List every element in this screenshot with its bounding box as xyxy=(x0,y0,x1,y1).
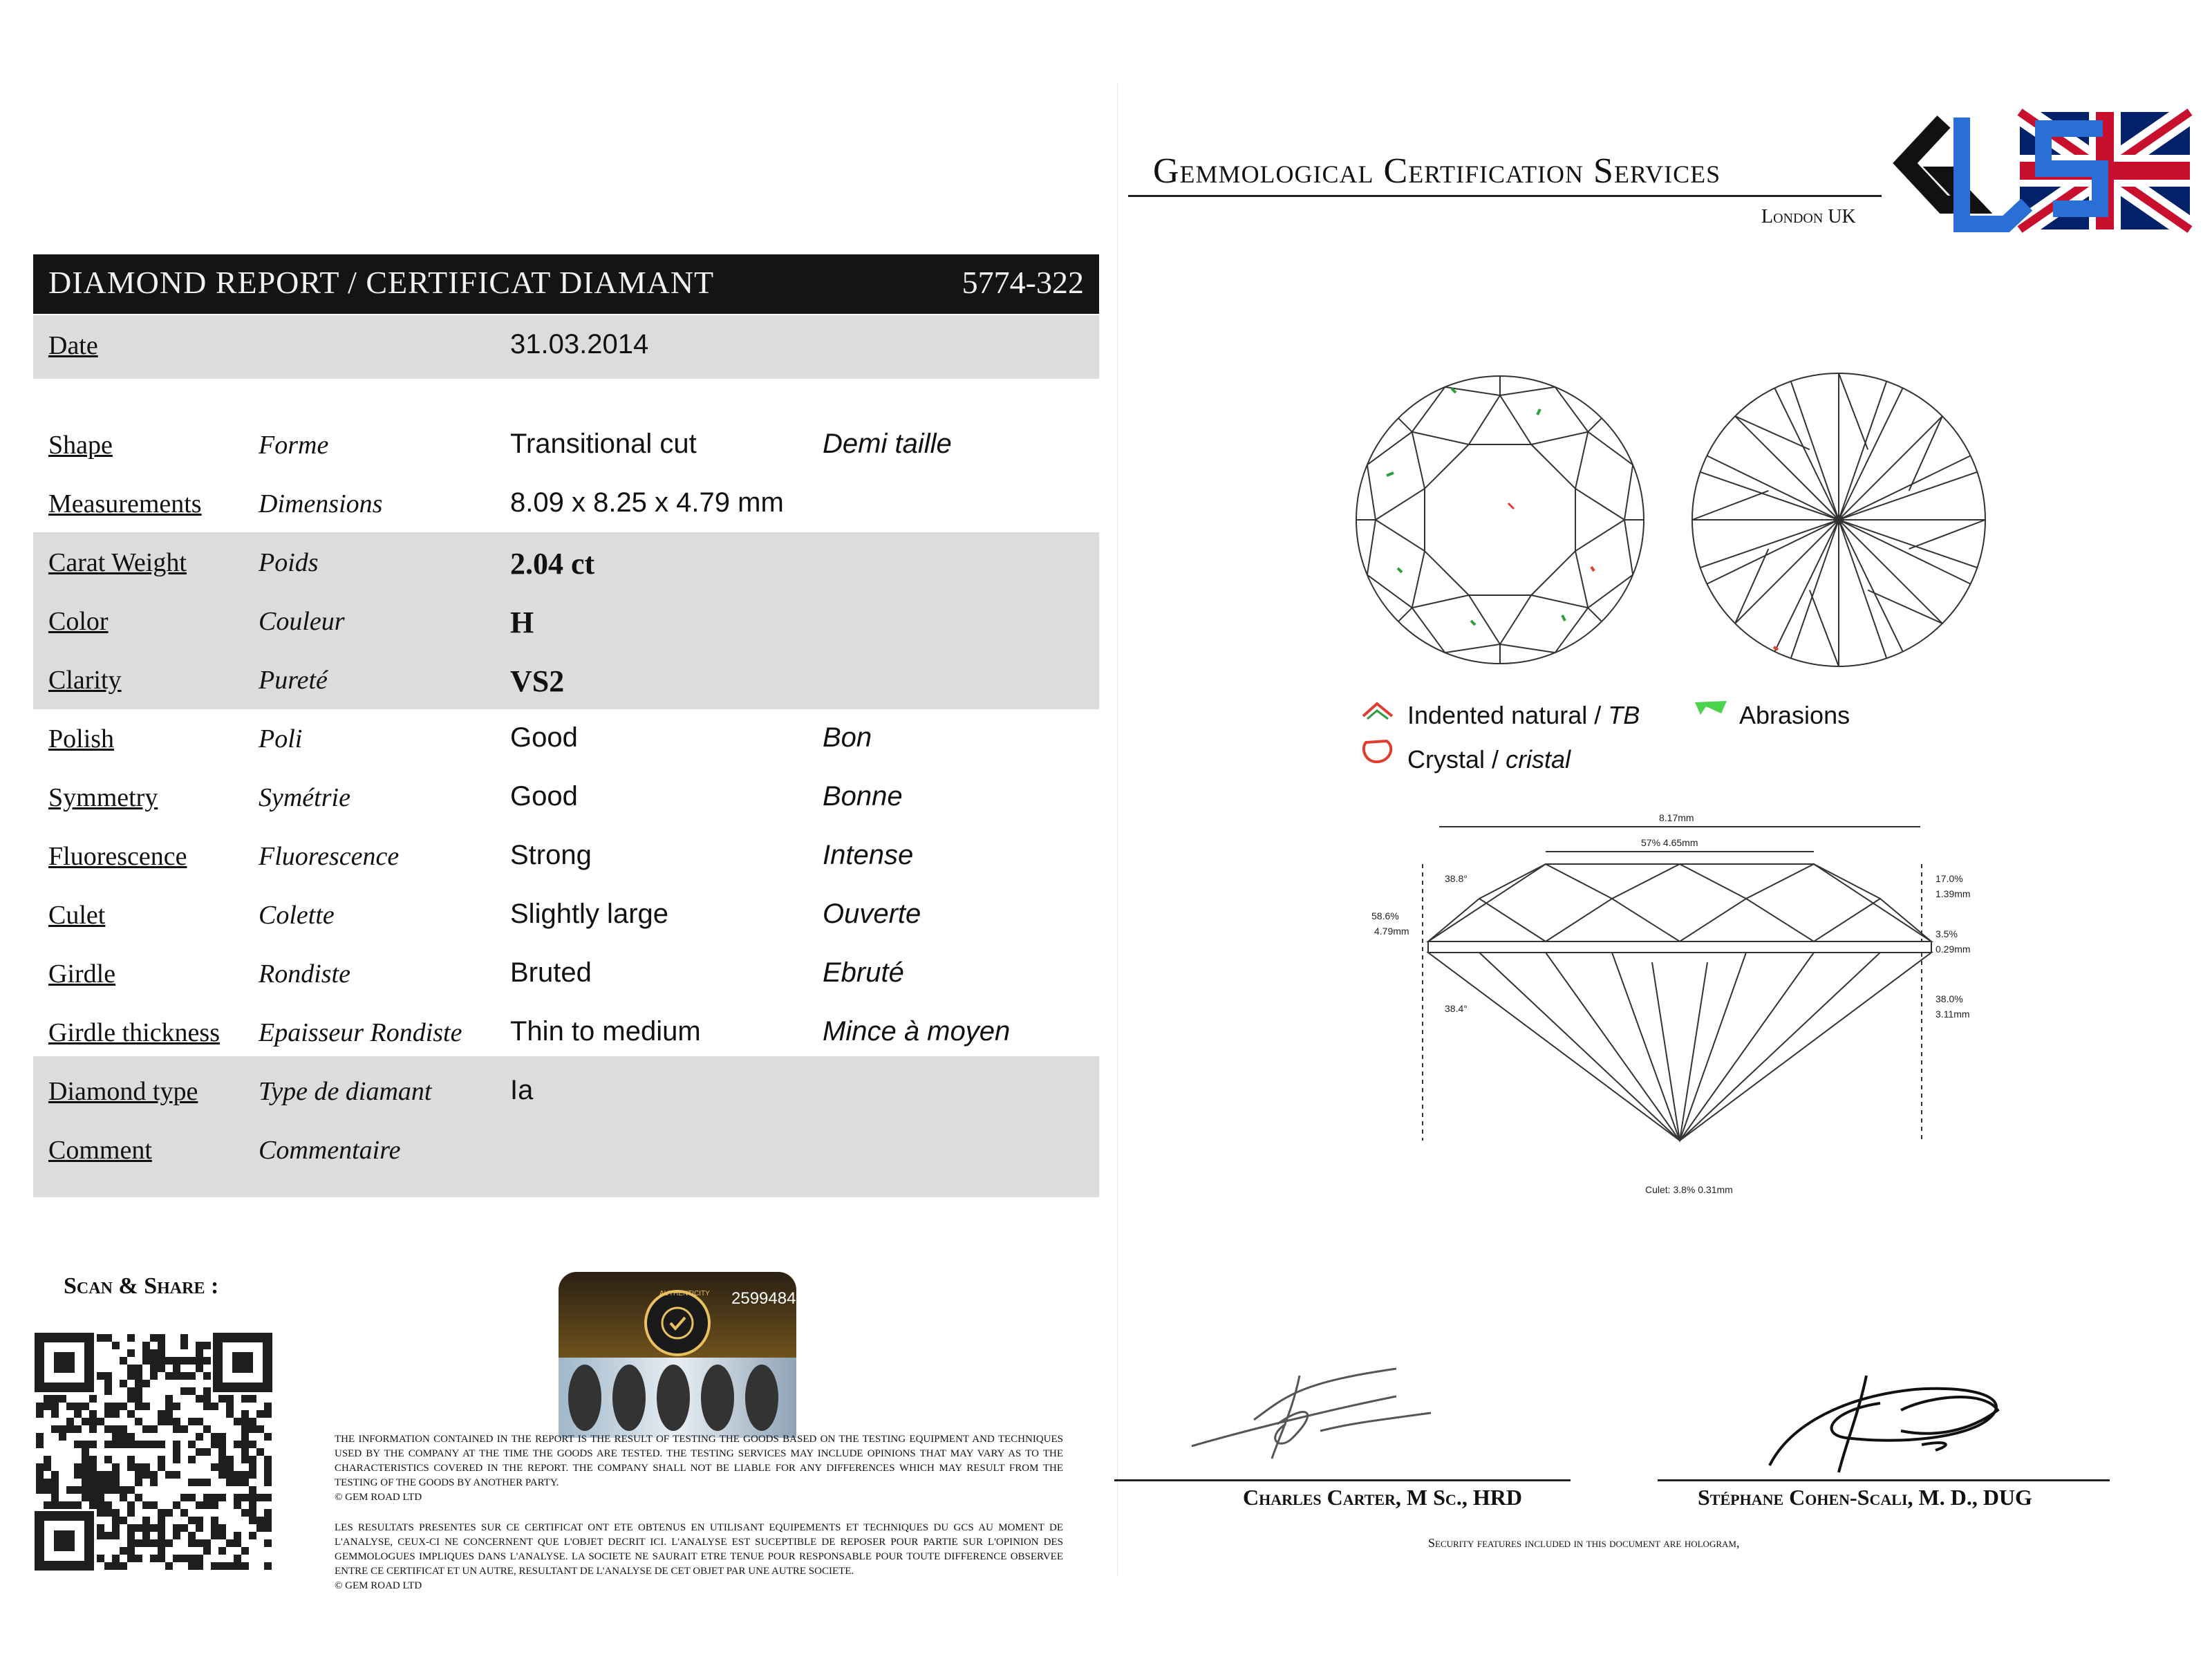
row-value: Strong xyxy=(510,840,592,870)
hologram-number: 25994849 xyxy=(731,1289,805,1308)
date-label: Date xyxy=(48,331,98,360)
report-row xyxy=(33,1123,1099,1181)
row-value: VS2 xyxy=(510,664,565,698)
legend-indented-natural xyxy=(1407,701,1640,730)
row-label-fr: Forme xyxy=(259,431,329,460)
disclaimer-en-text: THE INFORMATION CONTAINED IN THE REPORT IS THE RESULT OF TESTING THE GOODS BASED ON THE TESTING EQUIPMENT AND TECHNIQUES USED BY THE COMPANY AT THE TIME THE GOODS ARE TESTED. THE TESTING SERVICES MAY INCLUDE OPINIONS THAT MAY VARY AS TO THE CHARACTERISTICS COVERED IN THE REPORT. THE COMPANY SHALL NOT BE LIABLE FOR ANY DIFFERENCES WHICH MAY RESULT FROM THE TESTING OF THE GOODS BY ANOTHER PARTY. xyxy=(335,1434,1063,1488)
row-label-fr: Poli xyxy=(259,724,303,753)
row-value-fr: Mince à moyen xyxy=(823,1016,1011,1047)
legend-crystal xyxy=(1407,745,1571,774)
profile-girdle-pct: 3.5% xyxy=(1936,928,1958,939)
profile-diameter: 8.17mm xyxy=(1659,812,1694,823)
date-value: 31.03.2014 xyxy=(510,329,649,359)
report-row xyxy=(33,535,1099,593)
profile-total-depth-mm: 4.79mm xyxy=(1374,926,1409,937)
profile-diagram xyxy=(1355,802,1991,1217)
report-row xyxy=(33,711,1099,769)
row-label-en: Fluorescence xyxy=(48,842,187,871)
profile-pavilion-depth-pct: 38.0% xyxy=(1936,993,1963,1004)
date-row xyxy=(33,318,1099,376)
security-note: Security features included in this document are hologram, xyxy=(1428,1536,1740,1550)
legend-crystal-fr: cristal xyxy=(1506,745,1571,774)
profile-girdle-mm: 0.29mm xyxy=(1936,944,1971,955)
report-row xyxy=(33,829,1099,887)
row-label-en: Girdle thickness xyxy=(48,1018,221,1047)
report-header xyxy=(33,254,1099,314)
row-label-en: Shape xyxy=(48,431,113,460)
row-label-fr: Colette xyxy=(259,901,335,930)
row-label-fr: Symétrie xyxy=(259,783,350,812)
disclaimer-fr xyxy=(335,1521,1063,1593)
row-value: 8.09 x 8.25 x 4.79 mm xyxy=(510,487,784,518)
row-label-en: Diamond type xyxy=(48,1077,198,1106)
row-value: Ia xyxy=(510,1075,534,1105)
row-label-en: Clarity xyxy=(48,666,122,695)
profile-culet: Culet: 3.8% 0.31mm xyxy=(1645,1184,1733,1195)
row-label-en: Carat Weight xyxy=(48,548,187,577)
page-divider xyxy=(1117,83,1118,1576)
gcs-logo xyxy=(1895,108,2193,232)
row-value-fr: Bonne xyxy=(823,781,903,812)
row-label-en: Polish xyxy=(48,724,115,753)
crown-pavilion-plot xyxy=(1355,366,1991,677)
row-value: Thin to medium xyxy=(510,1016,701,1047)
row-label-fr: Couleur xyxy=(259,607,345,636)
row-value-fr: Intense xyxy=(823,840,914,870)
abrasions-icon xyxy=(1692,698,1731,723)
row-value: Slightly large xyxy=(510,899,669,929)
row-label-en: Color xyxy=(48,607,109,636)
row-label-fr: Fluorescence xyxy=(259,842,400,871)
qr-code[interactable] xyxy=(35,1333,272,1571)
row-label-fr: Epaisseur Rondiste xyxy=(259,1018,462,1047)
disclaimer-fr-text: LES RESULTATS PRESENTES SUR CE CERTIFICAT ONT ETE OBTENUS EN UTILISANT EQUIPEMENTS ET TECHNIQUES DU GCS AU MOMENT DE L'ANALYSE, CEUX-CI NE CONCERNENT QUE L'OBJET DECRIT ICI. L'ANALYSE EST SUCEPTIBLE DE REPOSER POUR PARTIE SUR L'OPINION DES GEMMOLOGUES IMPLIQUES DANS L'ANALYSE. LA SOCIETE NE SAURAIT ETRE TENUE POUR RESPONSABLE POUR TOUTE DIFFERENCE OBSERVEE ENTRE CE CERTIFICAT ET UN AUTRE, RESULTANT DE L'ANALYSE DE CET OBJET PAR UNE AUTRE SOCIETE. xyxy=(335,1522,1063,1577)
row-label-en: Culet xyxy=(48,901,106,930)
row-value: Good xyxy=(510,781,578,812)
row-label-fr: Commentaire xyxy=(259,1136,401,1165)
signature-left xyxy=(1189,1355,1465,1465)
row-value: 2.04 ct xyxy=(510,547,595,581)
row-value: Bruted xyxy=(510,957,592,988)
signatory-left-name: Charles Carter, M Sc., HRD xyxy=(1243,1485,1522,1510)
row-value: Good xyxy=(510,722,578,753)
signature-line-left xyxy=(1114,1479,1571,1481)
legend-separator: / xyxy=(1492,745,1499,774)
report-row xyxy=(33,653,1099,711)
crystal-icon xyxy=(1359,737,1398,767)
row-label-en: Comment xyxy=(48,1136,152,1165)
company-underline xyxy=(1128,195,1882,197)
row-label-fr: Dimensions xyxy=(259,489,383,518)
company-city: London UK xyxy=(1761,206,1856,227)
legend-indented-natural-text: Indented natural xyxy=(1407,701,1588,729)
hologram-ring-text: AUTHENTICITY xyxy=(659,1290,710,1297)
scan-share-label: Scan & Share : xyxy=(64,1273,219,1299)
row-value-fr: Bon xyxy=(823,722,872,753)
profile-table: 57% 4.65mm xyxy=(1641,837,1698,848)
indented-natural-icon xyxy=(1360,698,1399,726)
profile-crown-height-mm: 1.39mm xyxy=(1936,888,1971,899)
row-label-fr: Rondiste xyxy=(259,959,350,988)
profile-pavilion-angle: 38.4° xyxy=(1445,1003,1468,1014)
disclaimer-fr-copyright: © GEM ROAD LTD xyxy=(335,1580,422,1591)
row-label-fr: Pureté xyxy=(259,666,328,695)
report-row xyxy=(33,1005,1099,1063)
report-row xyxy=(33,888,1099,946)
hologram-seal xyxy=(559,1272,805,1438)
disclaimer-en-copyright: © GEM ROAD LTD xyxy=(335,1492,422,1503)
report-row xyxy=(33,418,1099,476)
row-label-en: Measurements xyxy=(48,489,202,518)
company-name: Gemmological Certification Services xyxy=(1153,151,1721,191)
legend-separator: / xyxy=(1594,701,1602,729)
row-label-fr: Type de diamant xyxy=(259,1077,432,1106)
row-value: H xyxy=(510,606,534,639)
row-label-en: Symmetry xyxy=(48,783,158,812)
profile-crown-angle: 38.8° xyxy=(1445,873,1468,884)
signature-line-right xyxy=(1658,1479,2110,1481)
row-label-en: Girdle xyxy=(48,959,116,988)
disclaimer-en xyxy=(335,1432,1063,1505)
profile-pavilion-depth-mm: 3.11mm xyxy=(1936,1009,1970,1020)
row-label-fr: Poids xyxy=(259,548,319,577)
report-row xyxy=(33,1064,1099,1122)
profile-crown-height-pct: 17.0% xyxy=(1936,873,1963,884)
report-number: 5774-322 xyxy=(962,265,1084,300)
signature-right xyxy=(1763,1369,2039,1479)
row-value-fr: Ouverte xyxy=(823,899,921,929)
logo-text: GCS xyxy=(1895,108,1897,109)
legend-crystal-text: Crystal xyxy=(1407,745,1485,774)
report-title: DIAMOND REPORT / CERTIFICAT DIAMANT xyxy=(48,265,715,300)
report-row xyxy=(33,946,1099,1004)
row-value-fr: Ebruté xyxy=(823,957,904,988)
row-value: Transitional cut xyxy=(510,429,697,459)
report-row xyxy=(33,476,1099,534)
row-value-fr: Demi taille xyxy=(823,429,952,459)
profile-total-depth-pct: 58.6% xyxy=(1371,910,1399,921)
legend-abrasions: Abrasions xyxy=(1739,701,1850,729)
report-row xyxy=(33,770,1099,828)
report-row xyxy=(33,594,1099,652)
signatory-right-name: Stéphane Cohen-Scali, M. D., DUG xyxy=(1698,1485,2032,1510)
legend-indented-natural-fr: TB xyxy=(1608,701,1640,729)
